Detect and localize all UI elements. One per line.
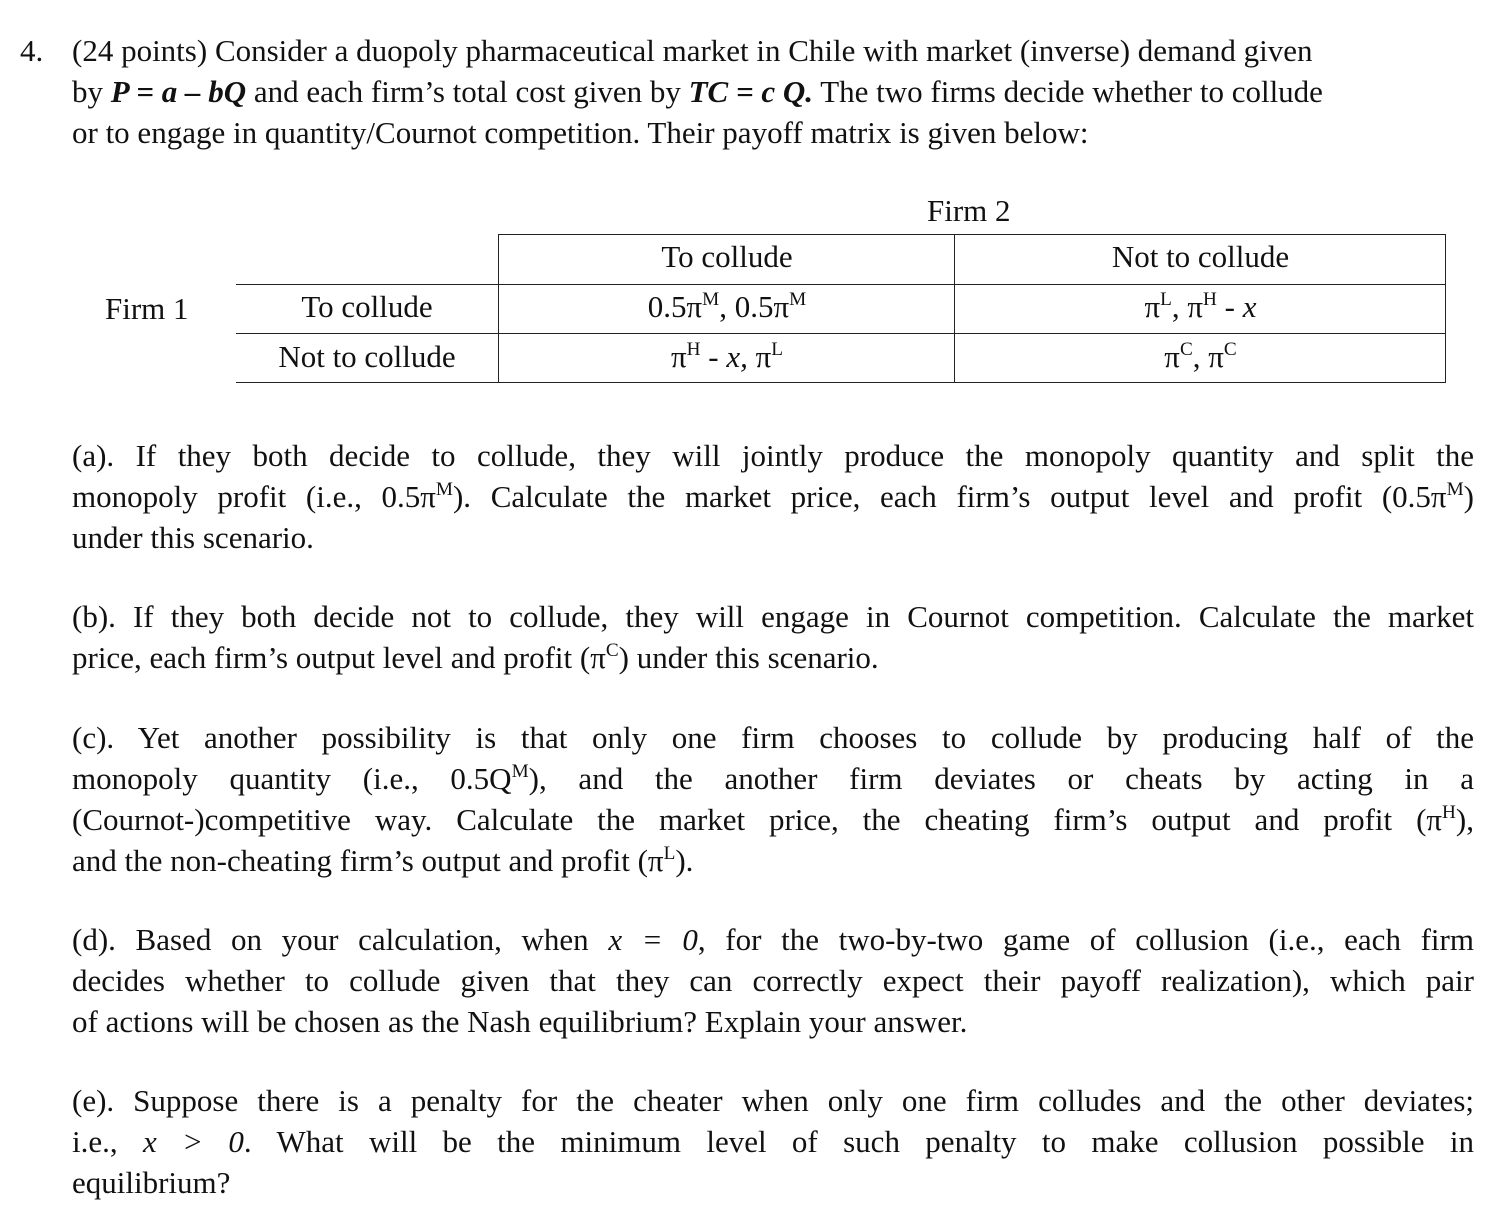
intro-text-2a: by <box>72 74 111 109</box>
points-label: (24 points) <box>72 33 208 68</box>
row-header-collude: To collude <box>301 289 433 324</box>
part-e-line-1: (e). Suppose there is a penalty for the cheater when only one firm colludes and the other deviates; <box>72 1083 1474 1118</box>
part-c-line-2: monopoly quantity (i.e., $0.5Q^M$), and the another firm deviates or cheats by acting in a <box>72 761 1475 796</box>
matrix-line-top <box>498 234 1446 235</box>
col-header-not-collude: Not to collude <box>1111 239 1290 274</box>
intro-line-2 <box>72 71 1474 112</box>
matrix-line-row2 <box>236 333 1446 334</box>
part-e <box>72 1080 1474 1203</box>
part-b <box>72 596 1474 678</box>
row-header-not-collude: Not to collude <box>278 339 456 374</box>
matrix-line-row1 <box>236 284 1446 285</box>
part-e-line-2: i.e., x > 0. What will be the minimum level of such penalty to make collusion possible in <box>72 1124 1474 1159</box>
matrix-line-bottom <box>236 382 1446 383</box>
matrix-line-col2 <box>954 234 955 382</box>
part-b-line-2: price, each firm’s output level and profit $(\pi^C)$ under this scenario. <box>72 640 879 675</box>
part-c-line-3: (Cournot-)competitive way. Calculate the market price, the cheating firm’s output and profit $(\pi^H)$, <box>72 802 1474 837</box>
x-equals-zero: x = 0 <box>608 922 698 957</box>
demand-equation: P = a – bQ <box>110 74 247 109</box>
payoff-collude-collude: $0.5\pi^M$, $0.5\pi^M$ <box>647 289 807 324</box>
question-number: 4. <box>20 33 44 68</box>
part-d <box>72 919 1474 1042</box>
firm2-label: Firm 2 <box>927 193 1011 228</box>
part-a-line-3: under this scenario. <box>72 520 314 555</box>
part-a-line-2: monopoly profit (i.e., $0.5\pi^M$). Calculate the market price, each firm’s output level and profit $(0.5\pi^M)$ <box>72 479 1474 514</box>
x-greater-zero: x > 0 <box>143 1124 244 1159</box>
col-header-collude: To collude <box>661 239 793 274</box>
intro-text-2b: and each firm’s total cost given by <box>246 74 689 109</box>
part-a <box>72 435 1474 558</box>
intro-line-3: or to engage in quantity/Cournot competition. Their payoff matrix is given below: <box>72 115 1089 150</box>
matrix-line-col3 <box>1445 234 1446 382</box>
intro-text-2c: The two firms decide whether to collude <box>813 74 1323 109</box>
part-b-line-1: (b). If they both decide not to collude, they will engage in Cournot competition. Calculate the market <box>72 599 1474 634</box>
question-intro <box>72 30 1474 153</box>
firm1-label: Firm 1 <box>105 291 189 326</box>
payoff-collude-not: $\pi^L$, $\pi^H$ - x <box>1144 289 1257 324</box>
cost-equation: TC = c Q. <box>688 74 814 109</box>
part-d-line-2: decides whether to collude given that they can correctly expect their payoff realization), which pair <box>72 963 1474 998</box>
intro-line-1 <box>72 30 1474 71</box>
payoff-not-not: $\pi^C$, $\pi^C$ <box>1164 339 1237 374</box>
payoff-not-collude: $\pi^H$ - x, $\pi^L$ <box>670 339 783 374</box>
part-c <box>72 717 1474 881</box>
intro-text-1: Consider a duopoly pharmaceutical market in Chile with market (inverse) demand given <box>214 33 1313 68</box>
matrix-line-col1 <box>498 234 499 382</box>
part-c-line-4: and the non-cheating firm’s output and profit $(\pi^L)$. <box>72 843 694 878</box>
part-d-line-1: (d). Based on your calculation, when x = 0, for the two-by-two game of collusion (i.e., each firm <box>72 922 1474 957</box>
part-a-line-1: (a). If they both decide to collude, they will jointly produce the monopoly quantity and split the <box>72 438 1474 473</box>
part-d-line-3: of actions will be chosen as the Nash equilibrium? Explain your answer. <box>72 1004 968 1039</box>
part-e-line-3: equilibrium? <box>72 1165 231 1200</box>
part-c-line-1: (c). Yet another possibility is that only one firm chooses to collude by producing half of the <box>72 720 1474 755</box>
